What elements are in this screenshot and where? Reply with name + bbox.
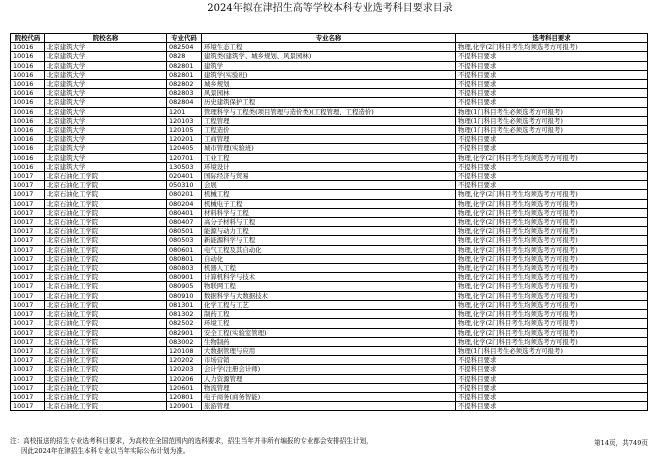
page-number: 第14页，共749页 (594, 439, 648, 447)
cell-major-name: 材料科学与工程 (202, 208, 456, 217)
cell-school-name: 北京建筑大学 (45, 135, 167, 144)
cell-requirement: 不提科目要求 (456, 356, 648, 365)
cell-school-name: 北京石油化工学院 (45, 328, 167, 337)
cell-major-code: 082803 (167, 89, 202, 98)
table-row (11, 89, 648, 98)
cell-major-name: 市场营销 (202, 356, 456, 365)
cell-requirement: 物理,化学(2门科目考生均须选考方可报考) (456, 208, 648, 217)
cell-school-name: 北京石油化工学院 (45, 245, 167, 254)
table-row (11, 245, 648, 254)
cell-school-name: 北京石油化工学院 (45, 282, 167, 291)
cell-major-code: 080910 (167, 291, 202, 300)
cell-requirement: 不提科目要求 (456, 98, 648, 107)
table-row (11, 153, 648, 162)
table-row (11, 319, 648, 328)
cell-major-code: 120103 (167, 116, 202, 125)
cell-major-name: 自动化 (202, 254, 456, 263)
cell-major-name: 建筑类(建筑学、城乡规划、风景园林) (202, 52, 456, 61)
cell-school-code: 10017 (11, 254, 45, 263)
requirements-table (10, 33, 648, 411)
cell-major-code: 0828 (167, 52, 202, 61)
cell-school-name: 北京建筑大学 (45, 80, 167, 89)
header-school-name: 院校名称 (45, 34, 167, 43)
cell-school-code: 10016 (11, 153, 45, 162)
cell-major-name: 环境生态工程 (202, 43, 456, 52)
cell-requirement: 物理,化学(2门科目考生均须选考方可报考) (456, 282, 648, 291)
cell-major-name: 工业工程 (202, 153, 456, 162)
cell-school-code: 10016 (11, 135, 45, 144)
cell-school-code: 10017 (11, 310, 45, 319)
cell-school-name: 北京石油化工学院 (45, 264, 167, 273)
table-row (11, 199, 648, 208)
cell-major-code: 080801 (167, 254, 202, 263)
cell-school-name: 北京建筑大学 (45, 98, 167, 107)
cell-school-name: 北京建筑大学 (45, 126, 167, 135)
table-header-row (11, 34, 648, 43)
table-row (11, 135, 648, 144)
table-row (11, 61, 648, 70)
table-row (11, 365, 648, 374)
header-requirement: 选考科目要求 (456, 34, 648, 43)
cell-major-code: 082802 (167, 80, 202, 89)
table-row (11, 291, 648, 300)
cell-major-code: 083002 (167, 337, 202, 346)
table-row (11, 236, 648, 245)
cell-requirement: 物理,化学(2门科目考生均须选考方可报考) (456, 43, 648, 52)
cell-school-name: 北京石油化工学院 (45, 190, 167, 199)
cell-school-code: 10017 (11, 227, 45, 236)
cell-school-code: 10017 (11, 346, 45, 355)
cell-major-code: 120206 (167, 374, 202, 383)
cell-school-code: 10016 (11, 70, 45, 79)
cell-major-code: 120801 (167, 392, 202, 401)
cell-school-name: 北京石油化工学院 (45, 346, 167, 355)
cell-major-code: 080401 (167, 208, 202, 217)
cell-major-name: 新能源科学与工程 (202, 236, 456, 245)
cell-school-code: 10017 (11, 208, 45, 217)
table-row (11, 392, 648, 401)
cell-school-name: 北京石油化工学院 (45, 236, 167, 245)
cell-requirement: 物理,化学(2门科目考生均须选考方可报考) (456, 264, 648, 273)
cell-requirement: 物理,化学(2门科目考生均须选考方可报考) (456, 310, 648, 319)
cell-major-code: 082502 (167, 319, 202, 328)
cell-requirement: 物理,化学(2门科目考生均须选考方可报考) (456, 190, 648, 199)
header-major-name: 专业名称 (202, 34, 456, 43)
cell-school-code: 10017 (11, 181, 45, 190)
cell-requirement: 物理(1门科目考生必须选考方可报考) (456, 346, 648, 355)
table-row (11, 98, 648, 107)
cell-requirement: 不提科目要求 (456, 402, 648, 411)
cell-requirement: 物理,化学(2门科目考生均须选考方可报考) (456, 273, 648, 282)
cell-school-code: 10016 (11, 126, 45, 135)
cell-major-code: 081301 (167, 300, 202, 309)
page-title: 2024年拟在津招生高等学校本科专业选考科目要求目录 (207, 3, 453, 14)
table-row (11, 162, 648, 171)
header-major-code: 专业代码 (167, 34, 202, 43)
cell-major-name: 化学工程与工艺 (202, 300, 456, 309)
cell-school-code: 10017 (11, 236, 45, 245)
cell-major-name: 物流管理 (202, 383, 456, 392)
cell-school-name: 北京建筑大学 (45, 70, 167, 79)
cell-school-code: 10016 (11, 116, 45, 125)
cell-major-code: 082801 (167, 70, 202, 79)
table-row (11, 208, 648, 217)
cell-major-name: 能源与动力工程 (202, 227, 456, 236)
table-row (11, 43, 648, 52)
cell-school-code: 10017 (11, 264, 45, 273)
cell-major-name: 数据科学与大数据技术 (202, 291, 456, 300)
cell-major-name: 人力资源管理 (202, 374, 456, 383)
cell-school-name: 北京建筑大学 (45, 107, 167, 116)
cell-major-name: 机械电子工程 (202, 199, 456, 208)
cell-requirement: 物理,化学(2门科目考生均须选考方可报考) (456, 199, 648, 208)
cell-requirement: 不提科目要求 (456, 61, 648, 70)
cell-school-code: 10017 (11, 273, 45, 282)
cell-major-name: 城乡规划 (202, 80, 456, 89)
cell-school-name: 北京建筑大学 (45, 89, 167, 98)
cell-school-code: 10017 (11, 402, 45, 411)
table-row (11, 282, 648, 291)
cell-school-code: 10017 (11, 199, 45, 208)
table-row (11, 356, 648, 365)
cell-major-name: 历史建筑保护工程 (202, 98, 456, 107)
table-row (11, 346, 648, 355)
table-row (11, 328, 648, 337)
cell-major-code: 120405 (167, 144, 202, 153)
cell-school-code: 10016 (11, 107, 45, 116)
table-row (11, 126, 648, 135)
cell-school-name: 北京石油化工学院 (45, 402, 167, 411)
cell-major-code: 080503 (167, 236, 202, 245)
cell-school-name: 北京建筑大学 (45, 52, 167, 61)
cell-school-code: 10016 (11, 61, 45, 70)
cell-major-name: 风景园林 (202, 89, 456, 98)
cell-major-name: 机器人工程 (202, 264, 456, 273)
cell-major-code: 082901 (167, 328, 202, 337)
cell-requirement: 不提科目要求 (456, 144, 648, 153)
header-school-code: 院校代码 (11, 34, 45, 43)
cell-major-name: 安全工程(实验室管理) (202, 328, 456, 337)
cell-school-code: 10017 (11, 365, 45, 374)
cell-school-name: 北京石油化工学院 (45, 199, 167, 208)
cell-school-name: 北京石油化工学院 (45, 383, 167, 392)
cell-major-code: 120901 (167, 402, 202, 411)
cell-requirement: 不提科目要求 (456, 162, 648, 171)
cell-school-code: 10017 (11, 392, 45, 401)
cell-school-name: 北京建筑大学 (45, 144, 167, 153)
cell-major-code: 050310 (167, 181, 202, 190)
cell-major-code: 082504 (167, 43, 202, 52)
cell-major-code: 080501 (167, 227, 202, 236)
cell-major-code: 080204 (167, 199, 202, 208)
cell-major-code: 120601 (167, 383, 202, 392)
cell-requirement: 物理,化学(2门科目考生均须选考方可报考) (456, 300, 648, 309)
cell-requirement: 物理,化学(2门科目考生均须选考方可报考) (456, 291, 648, 300)
cell-requirement: 物理(1门科目考生必须选考方可报考) (456, 107, 648, 116)
cell-school-code: 10017 (11, 218, 45, 227)
cell-school-name: 北京石油化工学院 (45, 374, 167, 383)
cell-major-code: 080201 (167, 190, 202, 199)
table-row (11, 181, 648, 190)
table-row (11, 190, 648, 199)
cell-requirement: 物理(1门科目考生必须选考方可报考) (456, 116, 648, 125)
cell-major-name: 物联网工程 (202, 282, 456, 291)
cell-requirement: 不提科目要求 (456, 89, 648, 98)
cell-requirement: 不提科目要求 (456, 135, 648, 144)
footnote-line-2: 因此2024年在津招生本科专业以当年实际公布计划为准。 (21, 447, 190, 455)
cell-school-name: 北京石油化工学院 (45, 356, 167, 365)
cell-school-code: 10016 (11, 162, 45, 171)
cell-major-name: 工程造价 (202, 126, 456, 135)
cell-school-name: 北京石油化工学院 (45, 273, 167, 282)
cell-major-name: 会计学(注册会计师) (202, 365, 456, 374)
table-row (11, 144, 648, 153)
cell-school-code: 10017 (11, 337, 45, 346)
cell-major-code: 130503 (167, 162, 202, 171)
table-row (11, 273, 648, 282)
cell-major-code: 120108 (167, 346, 202, 355)
table-row (11, 383, 648, 392)
cell-major-code: 120701 (167, 153, 202, 162)
cell-school-name: 北京石油化工学院 (45, 291, 167, 300)
cell-school-code: 10017 (11, 383, 45, 392)
cell-major-name: 工商管理 (202, 135, 456, 144)
cell-school-name: 北京石油化工学院 (45, 227, 167, 236)
table-row (11, 374, 648, 383)
cell-major-name: 高分子材料与工程 (202, 218, 456, 227)
cell-school-code: 10017 (11, 356, 45, 365)
cell-major-name: 电子商务(商务智能) (202, 392, 456, 401)
cell-major-code: 080901 (167, 273, 202, 282)
cell-requirement: 不提科目要求 (456, 374, 648, 383)
cell-school-code: 10017 (11, 291, 45, 300)
cell-school-name: 北京石油化工学院 (45, 218, 167, 227)
cell-requirement: 不提科目要求 (456, 52, 648, 61)
cell-requirement: 物理,化学(2门科目考生均须选考方可报考) (456, 218, 648, 227)
cell-major-name: 机械工程 (202, 190, 456, 199)
cell-major-code: 080905 (167, 282, 202, 291)
cell-major-name: 会展 (202, 181, 456, 190)
cell-requirement: 物理,化学(2门科目考生均须选考方可报考) (456, 153, 648, 162)
cell-school-code: 10017 (11, 190, 45, 199)
cell-major-code: 120202 (167, 356, 202, 365)
table-row (11, 310, 648, 319)
cell-major-code: 1201 (167, 107, 202, 116)
cell-major-code: 080803 (167, 264, 202, 273)
table-row (11, 218, 648, 227)
table-row (11, 52, 648, 61)
cell-requirement: 不提科目要求 (456, 392, 648, 401)
cell-major-code: 080601 (167, 245, 202, 254)
table-row (11, 300, 648, 309)
cell-school-code: 10016 (11, 144, 45, 153)
cell-school-name: 北京石油化工学院 (45, 319, 167, 328)
cell-major-code: 082804 (167, 98, 202, 107)
cell-major-name: 城市管理(实验班) (202, 144, 456, 153)
cell-major-code: 080407 (167, 218, 202, 227)
table-row (11, 70, 648, 79)
table-row (11, 116, 648, 125)
cell-school-code: 10016 (11, 43, 45, 52)
cell-major-name: 管理科学与工程类(项目管理与造价类)(工程管理、工程造价) (202, 107, 456, 116)
table-row (11, 80, 648, 89)
cell-school-code: 10016 (11, 89, 45, 98)
cell-school-name: 北京建筑大学 (45, 153, 167, 162)
cell-school-name: 北京石油化工学院 (45, 310, 167, 319)
cell-school-name: 北京石油化工学院 (45, 392, 167, 401)
cell-requirement: 不提科目要求 (456, 365, 648, 374)
cell-major-name: 电气工程及其自动化 (202, 245, 456, 254)
table-body (11, 43, 648, 411)
cell-major-code: 120203 (167, 365, 202, 374)
cell-major-name: 大数据管理与应用 (202, 346, 456, 355)
footnote-line-1: 注：高校报送的招生专业选考科目要求，为高校在全国范围内的选科要求，招生当年并非所有编报的专业都会安排招生计划， (10, 437, 373, 445)
cell-requirement: 物理,化学(2门科目考生均须选考方可报考) (456, 328, 648, 337)
cell-major-name: 生物制药 (202, 337, 456, 346)
cell-requirement: 物理,化学(2门科目考生均须选考方可报考) (456, 319, 648, 328)
cell-requirement: 不提科目要求 (456, 172, 648, 181)
cell-requirement: 不提科目要求 (456, 383, 648, 392)
footnote (10, 436, 373, 456)
cell-school-name: 北京石油化工学院 (45, 254, 167, 263)
cell-school-code: 10017 (11, 328, 45, 337)
cell-major-name: 环境工程 (202, 319, 456, 328)
cell-major-code: 081302 (167, 310, 202, 319)
cell-major-name: 建筑学(实验班) (202, 70, 456, 79)
cell-major-name: 工程管理 (202, 116, 456, 125)
cell-school-name: 北京石油化工学院 (45, 300, 167, 309)
cell-school-name: 北京石油化工学院 (45, 208, 167, 217)
cell-school-code: 10017 (11, 374, 45, 383)
cell-school-name: 北京石油化工学院 (45, 181, 167, 190)
cell-major-name: 环境设计 (202, 162, 456, 171)
cell-major-code: 120105 (167, 126, 202, 135)
cell-major-code: 120201 (167, 135, 202, 144)
table-row (11, 264, 648, 273)
cell-major-name: 旅游管理 (202, 402, 456, 411)
cell-requirement: 不提科目要求 (456, 80, 648, 89)
cell-requirement: 物理,化学(2门科目考生均须选考方可报考) (456, 337, 648, 346)
table-row (11, 227, 648, 236)
cell-major-code: 082801 (167, 61, 202, 70)
cell-school-code: 10017 (11, 282, 45, 291)
cell-school-code: 10017 (11, 172, 45, 181)
table-row (11, 107, 648, 116)
cell-requirement: 物理,化学(2门科目考生均须选考方可报考) (456, 236, 648, 245)
cell-school-code: 10017 (11, 245, 45, 254)
cell-major-name: 制药工程 (202, 310, 456, 319)
cell-requirement: 物理,化学(2门科目考生均须选考方可报考) (456, 245, 648, 254)
cell-school-code: 10017 (11, 300, 45, 309)
cell-school-name: 北京建筑大学 (45, 61, 167, 70)
cell-requirement: 物理(1门科目考生必须选考方可报考) (456, 126, 648, 135)
cell-school-name: 北京建筑大学 (45, 116, 167, 125)
cell-school-name: 北京建筑大学 (45, 43, 167, 52)
table-row (11, 254, 648, 263)
cell-school-code: 10016 (11, 52, 45, 61)
table-row (11, 337, 648, 346)
cell-school-name: 北京石油化工学院 (45, 365, 167, 374)
cell-major-name: 建筑学 (202, 61, 456, 70)
cell-school-code: 10016 (11, 80, 45, 89)
cell-major-name: 计算机科学与技术 (202, 273, 456, 282)
cell-major-name: 国际经济与贸易 (202, 172, 456, 181)
cell-major-code: 020401 (167, 172, 202, 181)
cell-requirement: 不提科目要求 (456, 181, 648, 190)
table-row (11, 172, 648, 181)
table-row (11, 402, 648, 411)
cell-school-code: 10016 (11, 98, 45, 107)
cell-requirement: 物理,化学(2门科目考生均须选考方可报考) (456, 254, 648, 263)
cell-requirement: 不提科目要求 (456, 70, 648, 79)
cell-school-name: 北京石油化工学院 (45, 172, 167, 181)
cell-school-code: 10017 (11, 319, 45, 328)
cell-school-name: 北京建筑大学 (45, 162, 167, 171)
cell-requirement: 物理,化学(2门科目考生均须选考方可报考) (456, 227, 648, 236)
cell-school-name: 北京石油化工学院 (45, 337, 167, 346)
